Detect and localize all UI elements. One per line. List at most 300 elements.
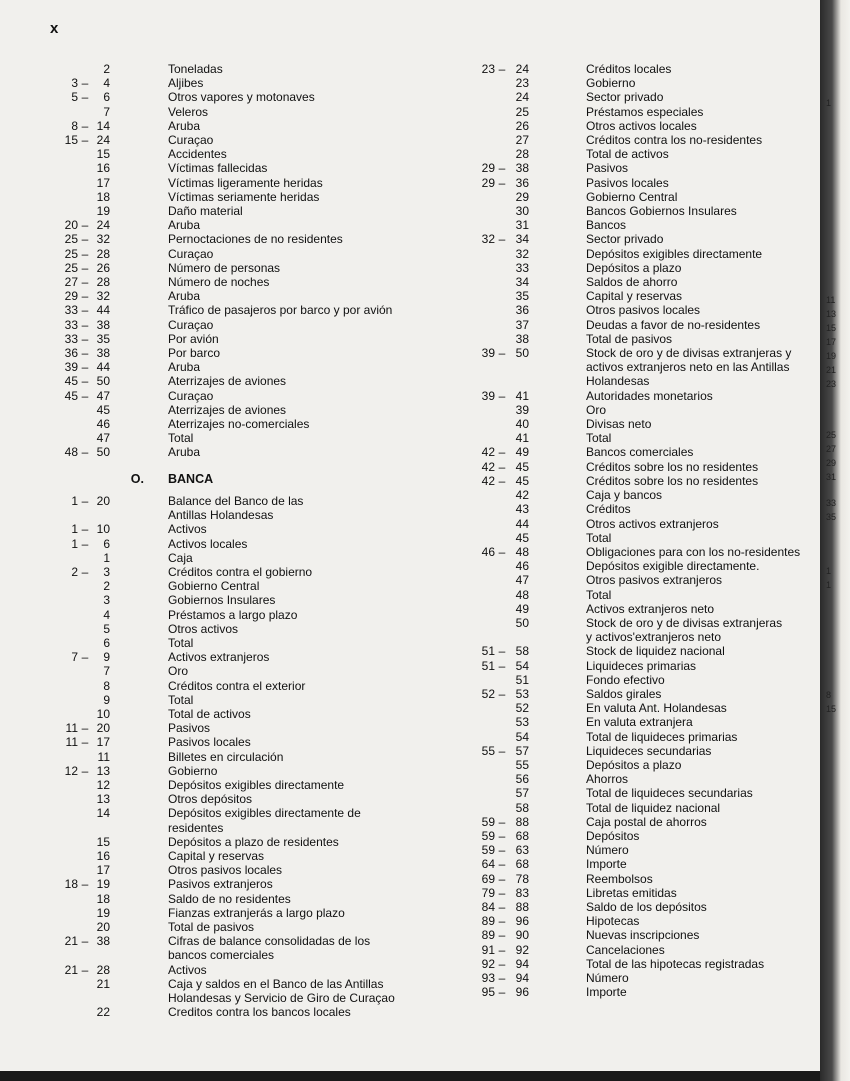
range-start: 59	[481, 843, 495, 858]
range-start	[455, 517, 495, 531]
range-end: 96	[515, 985, 529, 1000]
entry-label: Billetes en circulación	[168, 749, 284, 764]
entry-label: Accidentes	[168, 147, 227, 162]
range-start: 21	[64, 962, 78, 977]
entry-label: Pasivos	[586, 161, 629, 176]
range-end: 83	[515, 885, 529, 900]
range-end: 63	[515, 843, 529, 858]
list-item	[455, 872, 820, 886]
range-end: 88	[515, 814, 529, 829]
range-start	[455, 488, 495, 502]
entry-label: Capital y reservas	[168, 848, 265, 863]
range-end: 55	[515, 757, 529, 772]
entry-label: Créditos contra el exterior	[168, 678, 306, 693]
entry-label: Créditos sobre los no residentes	[586, 459, 759, 474]
list-item	[455, 602, 820, 616]
range-dash	[78, 608, 92, 622]
range-start	[455, 76, 495, 90]
range-dash	[495, 588, 509, 602]
entry-label: Número de personas	[168, 260, 281, 275]
entry-label: En valuta extranjera	[586, 715, 693, 730]
list-item	[40, 1005, 440, 1019]
entry-label: Total de activos	[168, 706, 251, 721]
list-item	[455, 886, 820, 900]
range-dash: –	[81, 303, 89, 318]
range-dash	[78, 579, 92, 593]
range-dash: –	[498, 942, 506, 957]
range-start: 51	[481, 658, 495, 673]
list-item	[455, 303, 820, 317]
list-item	[40, 849, 440, 863]
entry-label: Créditos	[586, 502, 631, 517]
range-end: 88	[515, 899, 529, 914]
range-end: 15	[96, 147, 110, 162]
edge-number: 15	[826, 323, 837, 333]
range-start	[455, 119, 495, 133]
range-end: 10	[96, 706, 110, 721]
range-end: 44	[515, 516, 529, 531]
entry-label: Préstamos a largo plazo	[168, 607, 298, 622]
entry-label: Depósitos a plazo de residentes	[168, 834, 339, 849]
range-start: 32	[481, 232, 495, 247]
range-dash	[495, 403, 509, 417]
list-item	[455, 815, 820, 829]
range-dash: –	[81, 522, 89, 537]
range-start	[40, 792, 78, 806]
range-end: 24	[515, 90, 529, 105]
entry-label: Ahorros	[586, 772, 629, 787]
list-item	[455, 857, 820, 871]
range-dash	[495, 488, 509, 502]
entry-label: Oro	[168, 664, 189, 679]
range-start: 84	[481, 899, 495, 914]
range-end: 8	[103, 678, 110, 693]
entry-label: residentes	[168, 820, 224, 835]
range-dash	[78, 920, 92, 934]
list-item	[455, 360, 820, 374]
list-item	[40, 764, 440, 778]
edge-number: 11	[826, 295, 836, 305]
list-item	[40, 90, 440, 104]
range-start	[455, 616, 495, 630]
entry-label: Curaçao	[168, 388, 214, 403]
range-dash: –	[498, 346, 506, 361]
range-dash	[495, 431, 509, 445]
range-end: 4	[103, 76, 110, 91]
list-item	[455, 133, 820, 147]
range-start	[455, 431, 495, 445]
list-item	[40, 76, 440, 90]
range-end: 48	[515, 587, 529, 602]
entry-label: Víctimas seriamente heridas	[168, 189, 320, 204]
range-start: 23	[481, 62, 495, 76]
list-item	[455, 403, 820, 417]
entry-label: Total de pasivos	[586, 331, 673, 346]
list-item	[455, 161, 820, 175]
entry-label: Fondo efectivo	[586, 672, 665, 687]
range-start	[40, 403, 78, 417]
range-start	[40, 105, 78, 119]
range-end: 51	[515, 672, 529, 687]
entry-label: Daño material	[168, 204, 243, 219]
range-start: 42	[481, 473, 495, 488]
list-item	[455, 261, 820, 275]
list-item	[40, 650, 440, 664]
entry-label: Fianzas extranjerás a largo plazo	[168, 905, 345, 920]
range-end: 25	[515, 104, 529, 119]
range-dash: –	[498, 828, 506, 843]
range-dash	[78, 161, 92, 175]
edge-number: 1	[826, 580, 832, 590]
range-end: 50	[515, 346, 529, 361]
range-dash: –	[81, 232, 89, 247]
list-item	[40, 62, 440, 76]
range-dash	[495, 90, 509, 104]
list-item	[455, 801, 820, 815]
range-dash	[495, 673, 509, 687]
range-dash: –	[498, 971, 506, 985]
range-start: 25	[64, 260, 78, 275]
range-start: 59	[481, 828, 495, 843]
list-item	[40, 445, 440, 459]
range-end: 2	[103, 62, 110, 76]
range-dash	[78, 977, 92, 991]
range-end: 18	[96, 891, 110, 906]
list-item	[455, 971, 820, 985]
list-item	[40, 431, 440, 445]
list-item	[40, 679, 440, 693]
range-end: 45	[515, 530, 529, 545]
range-start	[40, 593, 78, 607]
list-item	[455, 218, 820, 232]
range-start	[455, 332, 495, 346]
list-item	[455, 190, 820, 204]
range-dash	[78, 849, 92, 863]
list-item	[455, 76, 820, 90]
entry-label: Número	[586, 971, 629, 985]
range-end: 54	[515, 729, 529, 744]
range-end: 44	[96, 303, 110, 318]
range-dash: –	[81, 360, 89, 375]
list-item	[455, 488, 820, 502]
list-item	[455, 431, 820, 445]
entry-label: Pasivos locales	[586, 175, 669, 190]
range-start	[40, 750, 78, 764]
entry-label: Importe	[586, 985, 627, 1000]
range-end: 68	[515, 828, 529, 843]
list-item	[40, 693, 440, 707]
range-start	[455, 758, 495, 772]
range-dash	[495, 105, 509, 119]
range-dash: –	[81, 445, 89, 460]
range-end: 14	[96, 118, 110, 133]
range-start	[455, 105, 495, 119]
range-end: 40	[515, 417, 529, 432]
range-dash: –	[81, 763, 89, 778]
range-end: 29	[515, 189, 529, 204]
range-dash: –	[498, 232, 506, 247]
range-start: 39	[481, 346, 495, 361]
range-start	[40, 636, 78, 650]
list-item	[455, 772, 820, 786]
range-dash: –	[498, 658, 506, 673]
range-dash: –	[498, 843, 506, 858]
entry-label: Gobierno Central	[168, 579, 260, 594]
entry-label: bancos comerciales	[168, 948, 275, 963]
entry-label: Curaçao	[168, 133, 214, 148]
list-item	[40, 707, 440, 721]
section-letter: O.	[130, 471, 144, 486]
list-item	[40, 374, 440, 388]
range-end: 52	[515, 701, 529, 716]
list-item	[455, 147, 820, 161]
range-start	[455, 573, 495, 587]
range-end: 78	[515, 871, 529, 886]
list-item	[40, 537, 440, 551]
entry-label: Total de activos	[586, 147, 669, 162]
range-start	[40, 147, 78, 161]
range-start: 11	[65, 721, 78, 736]
entry-label: Aterrizajes de aviones	[168, 374, 287, 389]
list-item	[40, 105, 440, 119]
range-dash: –	[81, 260, 89, 275]
range-start	[455, 303, 495, 317]
range-start: 11	[65, 735, 78, 750]
range-end: 45	[96, 402, 110, 417]
edge-number: 19	[826, 351, 837, 361]
list-item	[40, 835, 440, 849]
range-start	[40, 579, 78, 593]
list-item	[40, 261, 440, 275]
entry-label: Préstamos especiales	[586, 104, 704, 119]
range-start	[40, 551, 78, 565]
list-item	[40, 522, 440, 536]
range-start: 89	[481, 914, 495, 929]
entry-label: Curaçao	[168, 317, 214, 332]
entry-label: Liquideces primarias	[586, 658, 697, 673]
range-start	[40, 608, 78, 622]
range-start	[455, 602, 495, 616]
entry-label: Caja y saldos en el Banco de las Antillas	[168, 976, 384, 991]
range-start	[40, 778, 78, 792]
range-start: 1	[71, 493, 78, 508]
range-dash	[78, 622, 92, 636]
entry-label: Sector privado	[586, 90, 664, 105]
range-start: 79	[481, 885, 495, 900]
range-end: 42	[515, 488, 529, 503]
range-end: 94	[515, 956, 529, 971]
range-start	[455, 190, 495, 204]
list-item	[455, 204, 820, 218]
range-start: 2	[71, 564, 78, 579]
list-item	[40, 778, 440, 792]
range-start: 27	[64, 275, 78, 290]
entry-label: Número de noches	[168, 275, 270, 290]
entry-label: Aterrizajes no-comerciales	[168, 417, 310, 432]
range-dash: –	[498, 644, 506, 659]
range-start: 15	[64, 133, 78, 148]
range-end: 20	[96, 919, 110, 934]
range-dash	[495, 76, 509, 90]
range-dash	[495, 602, 509, 616]
range-end: 46	[515, 559, 529, 574]
range-end: 6	[103, 635, 110, 650]
range-dash	[78, 892, 92, 906]
entry-label: Otros activos locales	[586, 118, 697, 133]
list-item	[455, 545, 820, 559]
range-end: 41	[515, 388, 529, 403]
range-start	[455, 218, 495, 232]
edge-number: 17	[826, 337, 837, 347]
list-item	[455, 616, 820, 630]
range-dash: –	[81, 246, 89, 261]
list-item	[40, 593, 440, 607]
list-item	[455, 588, 820, 602]
range-start	[455, 588, 495, 602]
range-end: 53	[515, 686, 529, 701]
entry-label: Holandesas y Servicio de Giro de Curaçao	[168, 991, 395, 1005]
entry-label: Total de las hipotecas registradas	[586, 956, 765, 971]
entry-label: Activos locales	[168, 536, 248, 551]
range-dash	[495, 616, 509, 630]
range-dash	[78, 806, 92, 820]
entry-label: Veleros	[168, 104, 209, 119]
entry-label: Nuevas inscripciones	[586, 928, 700, 943]
range-start: 12	[64, 763, 78, 778]
entry-label: Activos	[168, 522, 207, 537]
entry-label: activos extranjeros neto en las Antillas	[586, 360, 790, 375]
entry-label: Depósitos exigible directamente.	[586, 559, 760, 574]
entry-label: Oro	[586, 402, 607, 417]
entry-label: Víctimas ligeramente heridas	[168, 175, 323, 190]
entry-label: Total de liquidez nacional	[586, 800, 721, 815]
range-start	[455, 701, 495, 715]
entry-label: Stock de liquidez nacional	[586, 644, 725, 659]
entry-label: Gobierno	[168, 763, 218, 778]
section-heading	[40, 472, 440, 486]
list-item	[455, 943, 820, 957]
range-start	[455, 318, 495, 332]
list-item	[40, 494, 440, 508]
entry-label: Divisas neto	[586, 417, 652, 432]
range-end: 11	[97, 749, 110, 764]
list-item	[40, 963, 440, 977]
list-item	[455, 62, 820, 76]
list-item	[40, 389, 440, 403]
range-end: 28	[96, 962, 110, 977]
range-dash: –	[498, 914, 506, 929]
list-item	[40, 565, 440, 579]
list-item	[40, 204, 440, 218]
range-dash	[495, 261, 509, 275]
entry-label: Por avión	[168, 331, 219, 346]
range-start	[40, 863, 78, 877]
range-start: 69	[481, 871, 495, 886]
range-start	[40, 190, 78, 204]
range-dash: –	[498, 743, 506, 758]
entry-label: Caja	[168, 550, 193, 565]
range-dash: –	[498, 175, 506, 190]
range-end: 96	[515, 914, 529, 929]
range-start: 91	[481, 942, 495, 957]
range-start: 46	[481, 544, 495, 559]
range-end: 28	[96, 246, 110, 261]
range-end: 22	[96, 1005, 110, 1020]
range-dash	[495, 275, 509, 289]
list-item	[40, 289, 440, 303]
range-dash	[78, 403, 92, 417]
range-start	[40, 622, 78, 636]
range-start	[40, 849, 78, 863]
entry-label: Víctimas fallecidas	[168, 161, 268, 176]
range-dash	[78, 105, 92, 119]
range-end: 47	[96, 431, 110, 446]
list-item	[455, 389, 820, 403]
range-dash	[78, 204, 92, 218]
range-dash	[78, 417, 92, 431]
range-end: 26	[515, 118, 529, 133]
range-start: 3	[71, 76, 78, 91]
range-dash	[495, 190, 509, 204]
range-start	[40, 892, 78, 906]
list-item	[455, 573, 820, 587]
range-start	[455, 772, 495, 786]
list-item	[40, 622, 440, 636]
range-dash: –	[81, 962, 89, 977]
range-start	[455, 715, 495, 729]
range-dash: –	[81, 564, 89, 579]
range-end: 38	[96, 346, 110, 361]
range-end: 38	[96, 317, 110, 332]
list-item	[40, 991, 440, 1005]
range-dash	[495, 147, 509, 161]
range-dash	[495, 801, 509, 815]
entry-label: Créditos sobre los no residentes	[586, 473, 759, 488]
range-end: 4	[103, 607, 110, 622]
range-dash	[495, 289, 509, 303]
range-start	[40, 835, 78, 849]
range-start: 1	[71, 522, 78, 537]
range-end: 50	[515, 615, 529, 630]
edge-number: 21	[826, 365, 837, 375]
range-start	[455, 417, 495, 431]
range-start	[40, 176, 78, 190]
range-end: 3	[103, 564, 110, 579]
range-start	[40, 693, 78, 707]
range-start	[455, 289, 495, 303]
range-dash	[78, 679, 92, 693]
range-start: 64	[481, 857, 495, 872]
range-start: 5	[71, 90, 78, 105]
entry-label: Saldos girales	[586, 686, 662, 701]
list-item	[40, 303, 440, 317]
range-start	[455, 559, 495, 573]
list-item	[455, 247, 820, 261]
left-column	[40, 62, 440, 1019]
list-item	[455, 474, 820, 488]
range-end: 54	[515, 658, 529, 673]
range-end: 92	[515, 942, 529, 957]
range-start: 25	[64, 246, 78, 261]
entry-label: Total de liquideces secundarias	[586, 786, 753, 801]
range-dash: –	[498, 161, 506, 176]
range-dash	[495, 303, 509, 317]
list-item	[455, 90, 820, 104]
range-start: 52	[481, 686, 495, 701]
range-start: 39	[64, 360, 78, 375]
range-start: 55	[481, 743, 495, 758]
range-start	[455, 786, 495, 800]
